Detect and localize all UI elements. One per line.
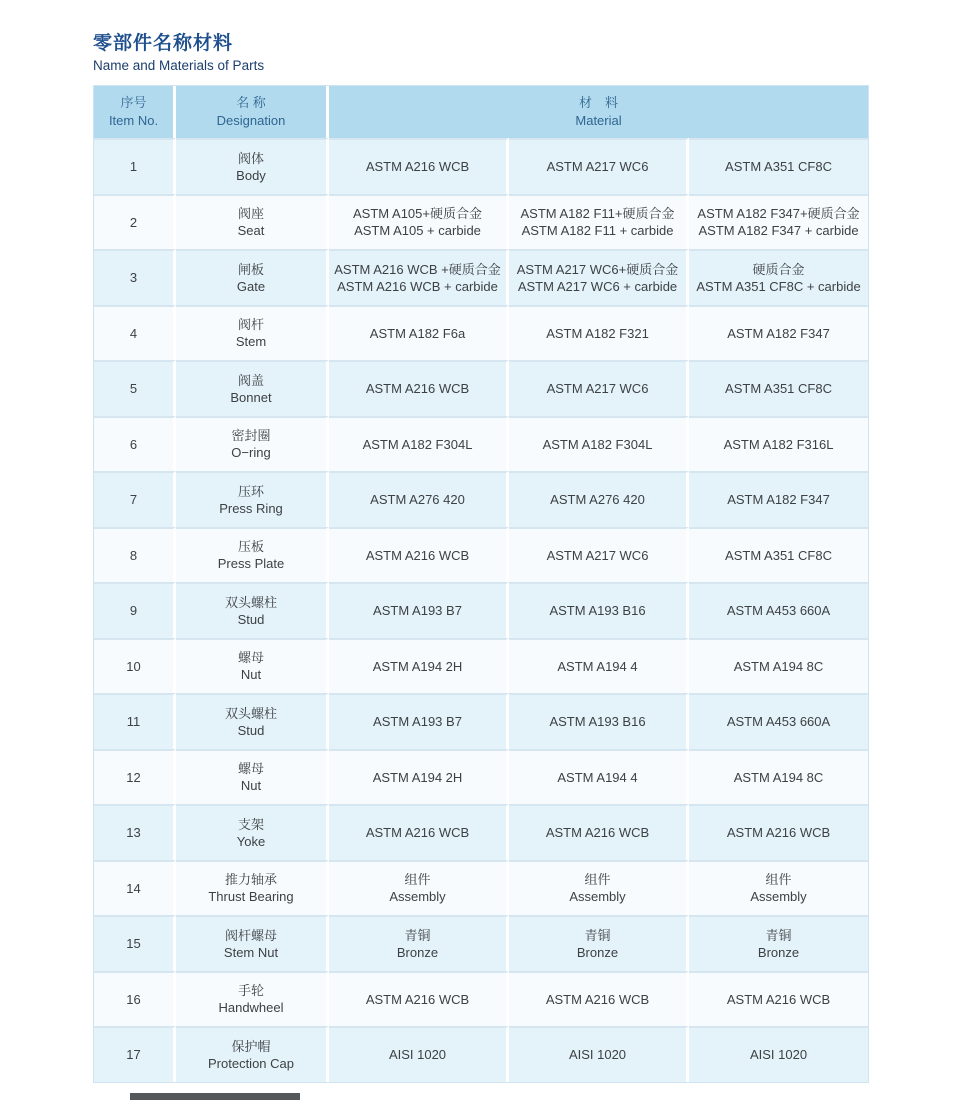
designation-name_cn: 阀盖 bbox=[237, 372, 264, 388]
designation-name_cn: 双头螺柱 bbox=[224, 594, 277, 610]
material-cell bbox=[689, 360, 868, 416]
header-item-no-en: Item No. bbox=[108, 113, 159, 128]
designation-name_en: Bonnet bbox=[230, 389, 272, 405]
designation-name_en: O−ring bbox=[231, 445, 271, 461]
item-no-cell: 7 bbox=[94, 471, 176, 527]
material-cell bbox=[329, 971, 509, 1027]
material-line: ASTM A182 F316L bbox=[723, 436, 834, 452]
table-row bbox=[94, 971, 868, 1027]
table-row bbox=[94, 194, 868, 250]
material-cell bbox=[329, 305, 509, 361]
material-cell bbox=[329, 360, 509, 416]
material-line: ASTM A182 F347 + carbide bbox=[698, 223, 859, 239]
table-row bbox=[94, 471, 868, 527]
designation-name_cn: 手轮 bbox=[237, 983, 264, 999]
material-cell bbox=[689, 1026, 868, 1082]
item-no-cell: 5 bbox=[94, 360, 176, 416]
material-line: ASTM A194 8C bbox=[733, 658, 824, 674]
material-cell bbox=[509, 305, 689, 361]
table-row bbox=[94, 1026, 868, 1082]
designation-name_en: Thrust Bearing bbox=[208, 889, 294, 905]
designation-name_en: Press Plate bbox=[217, 556, 285, 572]
material-cell bbox=[329, 471, 509, 527]
material-line: Assembly bbox=[389, 889, 446, 905]
header-item-no bbox=[94, 86, 176, 138]
designation-name_en: Protection Cap bbox=[208, 1055, 294, 1071]
item-no-cell: 9 bbox=[94, 582, 176, 638]
item-no-cell: 10 bbox=[94, 638, 176, 694]
header-material-cn: 材 料 bbox=[579, 95, 619, 110]
material-line: Bronze bbox=[757, 944, 800, 960]
table-row bbox=[94, 582, 868, 638]
material-cell bbox=[689, 749, 868, 805]
designation-cell bbox=[176, 915, 329, 971]
designation-cell bbox=[176, 1026, 329, 1082]
material-line: ASTM A216 WCB bbox=[365, 991, 470, 1007]
item-no-cell: 17 bbox=[94, 1026, 176, 1082]
designation-name_en: Stud bbox=[237, 722, 265, 738]
designation-name_en: Nut bbox=[240, 667, 262, 683]
material-line: ASTM A105+硬质合金 bbox=[353, 206, 482, 222]
material-line: ASTM A194 2H bbox=[372, 769, 463, 785]
title-block bbox=[93, 28, 264, 73]
item-no-cell: 4 bbox=[94, 305, 176, 361]
material-line: ASTM A182 F321 bbox=[546, 325, 649, 341]
parts-materials-table bbox=[93, 85, 869, 1083]
material-line: ASTM A182 F304L bbox=[542, 436, 653, 452]
table-row bbox=[94, 804, 868, 860]
header-designation-en: Designation bbox=[216, 113, 286, 128]
material-cell bbox=[689, 582, 868, 638]
material-line: AISI 1020 bbox=[749, 1047, 808, 1063]
designation-name_cn: 支架 bbox=[237, 816, 264, 832]
designation-name_cn: 双头螺柱 bbox=[224, 705, 277, 721]
designation-name_cn: 阀杆 bbox=[237, 317, 264, 333]
designation-cell bbox=[176, 860, 329, 916]
header-material-en: Material bbox=[575, 113, 622, 128]
header-row bbox=[94, 86, 868, 138]
material-line: ASTM A351 CF8C bbox=[725, 381, 832, 397]
designation-cell bbox=[176, 638, 329, 694]
material-line: AISI 1020 bbox=[388, 1047, 447, 1063]
header-designation bbox=[176, 86, 329, 138]
material-cell bbox=[689, 138, 868, 194]
designation-cell bbox=[176, 360, 329, 416]
material-line: 硬质合金 bbox=[752, 261, 805, 277]
material-cell bbox=[509, 1026, 689, 1082]
material-line: 青铜 bbox=[404, 927, 431, 943]
material-line: ASTM A216 WCB bbox=[545, 825, 650, 841]
designation-name_cn: 螺母 bbox=[237, 650, 264, 666]
item-no-cell: 1 bbox=[94, 138, 176, 194]
material-cell bbox=[509, 971, 689, 1027]
designation-name_en: Nut bbox=[240, 778, 262, 794]
material-cell bbox=[689, 471, 868, 527]
table-row bbox=[94, 638, 868, 694]
material-cell bbox=[329, 693, 509, 749]
material-cell bbox=[329, 860, 509, 916]
material-cell bbox=[329, 527, 509, 583]
table-row bbox=[94, 138, 868, 194]
material-cell bbox=[509, 138, 689, 194]
designation-name_en: Body bbox=[236, 167, 266, 183]
designation-cell bbox=[176, 194, 329, 250]
header-material bbox=[329, 86, 868, 138]
material-cell bbox=[689, 527, 868, 583]
designation-cell bbox=[176, 305, 329, 361]
material-line: Bronze bbox=[576, 944, 619, 960]
material-line: ASTM A217 WC6 + carbide bbox=[517, 278, 678, 294]
item-no-cell: 16 bbox=[94, 971, 176, 1027]
material-line: ASTM A193 B7 bbox=[373, 714, 462, 730]
material-line: ASTM A216 WCB bbox=[726, 825, 831, 841]
material-line: ASTM A217 WC6 bbox=[546, 547, 649, 563]
material-line: ASTM A194 2H bbox=[372, 658, 463, 674]
material-cell bbox=[689, 971, 868, 1027]
designation-name_en: Stem bbox=[235, 334, 267, 350]
header-item-no-cn: 序号 bbox=[120, 95, 147, 110]
material-cell bbox=[689, 194, 868, 250]
material-line: ASTM A217 WC6 bbox=[546, 381, 649, 397]
material-cell bbox=[329, 915, 509, 971]
material-cell bbox=[509, 360, 689, 416]
designation-cell bbox=[176, 471, 329, 527]
material-cell bbox=[509, 416, 689, 472]
material-cell bbox=[509, 194, 689, 250]
material-cell bbox=[329, 249, 509, 305]
material-cell bbox=[509, 860, 689, 916]
material-line: ASTM A217 WC6+硬质合金 bbox=[516, 261, 679, 277]
designation-cell bbox=[176, 582, 329, 638]
material-cell bbox=[329, 638, 509, 694]
item-no-cell: 15 bbox=[94, 915, 176, 971]
table-row bbox=[94, 915, 868, 971]
cutoff-next-section-bar bbox=[130, 1093, 300, 1100]
material-line: ASTM A194 4 bbox=[557, 769, 638, 785]
material-line: ASTM A276 420 bbox=[550, 492, 645, 508]
material-cell bbox=[689, 860, 868, 916]
material-line: ASTM A276 420 bbox=[370, 492, 465, 508]
table-row bbox=[94, 749, 868, 805]
material-line: ASTM A216 WCB bbox=[365, 159, 470, 175]
designation-cell bbox=[176, 971, 329, 1027]
page-subtitle: Name and Materials of Parts bbox=[93, 58, 265, 73]
item-no-cell: 2 bbox=[94, 194, 176, 250]
material-cell bbox=[329, 804, 509, 860]
material-line: ASTM A216 WCB bbox=[545, 991, 650, 1007]
designation-name_cn: 压板 bbox=[237, 539, 264, 555]
material-line: ASTM A351 CF8C + carbide bbox=[696, 278, 861, 294]
material-line: ASTM A216 WCB + carbide bbox=[337, 278, 498, 294]
item-no-cell: 6 bbox=[94, 416, 176, 472]
material-line: 青铜 bbox=[584, 927, 611, 943]
page-title: 零部件名称材料 bbox=[93, 33, 234, 54]
designation-cell bbox=[176, 693, 329, 749]
material-line: ASTM A193 B16 bbox=[549, 714, 646, 730]
material-cell bbox=[509, 249, 689, 305]
material-cell bbox=[509, 804, 689, 860]
material-line: Bronze bbox=[396, 944, 439, 960]
material-cell bbox=[329, 582, 509, 638]
item-no-cell: 8 bbox=[94, 527, 176, 583]
material-line: 青铜 bbox=[765, 927, 792, 943]
designation-name_cn: 阀杆螺母 bbox=[224, 927, 277, 943]
material-line: ASTM A453 660A bbox=[726, 603, 831, 619]
material-line: ASTM A182 F347 bbox=[727, 492, 830, 508]
material-cell bbox=[689, 638, 868, 694]
designation-name_cn: 闸板 bbox=[237, 261, 264, 277]
material-line: 组件 bbox=[584, 872, 611, 888]
material-cell bbox=[689, 305, 868, 361]
material-line: ASTM A182 F347 bbox=[727, 325, 830, 341]
item-no-cell: 12 bbox=[94, 749, 176, 805]
table-row bbox=[94, 305, 868, 361]
material-line: ASTM A182 F11+硬质合金 bbox=[520, 206, 675, 222]
designation-name_en: Stud bbox=[237, 611, 265, 627]
material-cell bbox=[689, 249, 868, 305]
material-cell bbox=[509, 471, 689, 527]
designation-name_en: Handwheel bbox=[218, 1000, 284, 1016]
header-designation-cn: 名 称 bbox=[236, 95, 266, 110]
material-line: ASTM A216 WCB bbox=[365, 547, 470, 563]
designation-name_cn: 密封圈 bbox=[231, 428, 271, 444]
designation-cell bbox=[176, 527, 329, 583]
material-line: ASTM A182 F11 + carbide bbox=[521, 223, 674, 239]
designation-cell bbox=[176, 416, 329, 472]
material-cell bbox=[689, 693, 868, 749]
material-line: ASTM A216 WCB bbox=[726, 991, 831, 1007]
material-cell bbox=[509, 582, 689, 638]
designation-name_cn: 推力轴承 bbox=[224, 872, 277, 888]
material-line: ASTM A194 8C bbox=[733, 769, 824, 785]
designation-cell bbox=[176, 138, 329, 194]
material-line: AISI 1020 bbox=[568, 1047, 627, 1063]
designation-name_en: Seat bbox=[237, 223, 265, 239]
material-cell bbox=[689, 804, 868, 860]
material-line: Assembly bbox=[569, 889, 626, 905]
table-row bbox=[94, 527, 868, 583]
table-row bbox=[94, 416, 868, 472]
designation-name_cn: 螺母 bbox=[237, 761, 264, 777]
material-cell bbox=[329, 138, 509, 194]
table-row bbox=[94, 693, 868, 749]
material-line: ASTM A216 WCB bbox=[365, 825, 470, 841]
material-cell bbox=[509, 749, 689, 805]
material-cell bbox=[509, 638, 689, 694]
material-cell bbox=[509, 527, 689, 583]
material-line: ASTM A182 F347+硬质合金 bbox=[697, 206, 860, 222]
designation-name_cn: 压环 bbox=[237, 483, 264, 499]
designation-cell bbox=[176, 249, 329, 305]
material-line: ASTM A216 WCB bbox=[365, 381, 470, 397]
designation-name_en: Yoke bbox=[236, 833, 266, 849]
material-line: ASTM A193 B7 bbox=[373, 603, 462, 619]
material-cell bbox=[329, 1026, 509, 1082]
designation-name_en: Stem Nut bbox=[223, 944, 279, 960]
material-cell bbox=[329, 416, 509, 472]
material-line: ASTM A182 F6a bbox=[369, 325, 466, 341]
material-line: ASTM A194 4 bbox=[557, 658, 638, 674]
table-row bbox=[94, 249, 868, 305]
designation-name_cn: 阀体 bbox=[237, 150, 264, 166]
table-body bbox=[94, 138, 868, 1082]
material-cell bbox=[689, 416, 868, 472]
material-cell bbox=[509, 915, 689, 971]
item-no-cell: 3 bbox=[94, 249, 176, 305]
material-line: ASTM A217 WC6 bbox=[546, 159, 649, 175]
material-line: 组件 bbox=[404, 872, 431, 888]
material-line: ASTM A105 + carbide bbox=[354, 223, 481, 239]
designation-cell bbox=[176, 804, 329, 860]
designation-name_cn: 阀座 bbox=[237, 206, 264, 222]
material-line: ASTM A193 B16 bbox=[549, 603, 646, 619]
designation-name_en: Press Ring bbox=[219, 500, 283, 516]
material-cell bbox=[329, 749, 509, 805]
designation-name_cn: 保护帽 bbox=[231, 1038, 271, 1054]
table-row bbox=[94, 860, 868, 916]
material-line: ASTM A453 660A bbox=[726, 714, 831, 730]
item-no-cell: 14 bbox=[94, 860, 176, 916]
material-line: ASTM A182 F304L bbox=[362, 436, 473, 452]
material-line: 组件 bbox=[765, 872, 792, 888]
material-line: ASTM A216 WCB +硬质合金 bbox=[334, 261, 501, 277]
material-cell bbox=[509, 693, 689, 749]
item-no-cell: 13 bbox=[94, 804, 176, 860]
designation-cell bbox=[176, 749, 329, 805]
item-no-cell: 11 bbox=[94, 693, 176, 749]
table-row bbox=[94, 360, 868, 416]
material-line: ASTM A351 CF8C bbox=[725, 547, 832, 563]
material-line: ASTM A351 CF8C bbox=[725, 159, 832, 175]
material-cell bbox=[689, 915, 868, 971]
material-cell bbox=[329, 194, 509, 250]
designation-name_en: Gate bbox=[236, 278, 266, 294]
material-line: Assembly bbox=[750, 889, 807, 905]
